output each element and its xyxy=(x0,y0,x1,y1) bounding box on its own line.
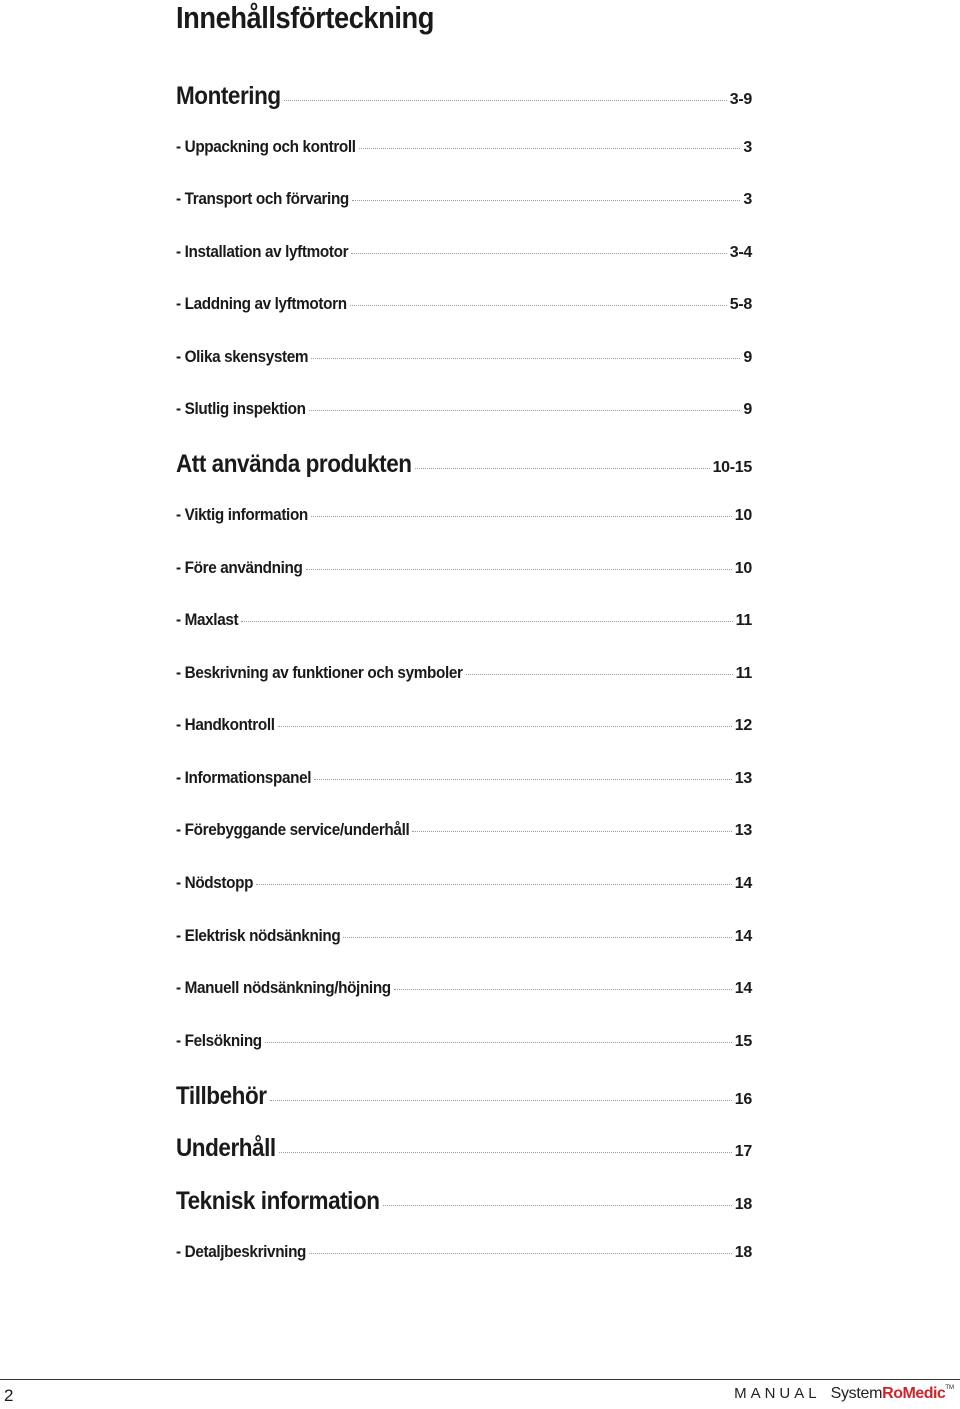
toc-entry[interactable] xyxy=(176,1031,752,1061)
toc-dot-leader xyxy=(309,410,741,411)
toc-entry-page: 13 xyxy=(734,822,752,839)
toc-entry-page: 9 xyxy=(743,401,752,418)
toc-entry-page: 9 xyxy=(743,349,752,366)
toc-entry-page: 16 xyxy=(734,1091,752,1108)
toc-entry-label: Montering xyxy=(176,82,281,110)
toc-dot-leader xyxy=(270,1100,732,1101)
toc-dot-leader xyxy=(241,621,732,622)
toc-dot-leader xyxy=(306,569,732,570)
toc-entry-label: - Maxlast xyxy=(176,610,239,629)
toc-entry-page: 5-8 xyxy=(729,296,752,313)
toc-entry-label: - Slutlig inspektion xyxy=(176,399,306,418)
toc-entry-label: Underhåll xyxy=(176,1134,276,1162)
toc-entry[interactable] xyxy=(176,399,752,429)
toc-entry[interactable] xyxy=(176,663,752,693)
toc-entry-page: 3 xyxy=(743,139,752,156)
toc-entry[interactable] xyxy=(176,189,752,219)
toc-entry[interactable] xyxy=(176,1082,752,1112)
toc-entry-label: Teknisk information xyxy=(176,1187,380,1215)
toc-entry[interactable] xyxy=(176,768,752,798)
toc-entry-page: 11 xyxy=(735,665,752,682)
toc-entry-label: Att använda produkten xyxy=(176,450,412,478)
toc-entry-page: 17 xyxy=(734,1143,752,1160)
toc-entry-page: 12 xyxy=(734,717,752,734)
footer-divider xyxy=(0,1379,960,1380)
toc-entry-page: 14 xyxy=(734,875,752,892)
toc-entry[interactable] xyxy=(176,558,752,588)
toc-dot-leader xyxy=(351,253,727,254)
toc-dot-leader xyxy=(314,779,732,780)
toc-entry-label: - Nödstopp xyxy=(176,873,254,892)
toc-entry[interactable] xyxy=(176,1242,752,1272)
toc-entry-page: 18 xyxy=(734,1196,752,1213)
toc-entry-label: - Laddning av lyftmotorn xyxy=(176,294,347,313)
trademark-mark: TM xyxy=(945,1385,954,1391)
toc-entry-page: 3-4 xyxy=(729,244,752,261)
toc-entry-label: - Olika skensystem xyxy=(176,347,309,366)
brand-romedic-text: RoMedic xyxy=(882,1385,946,1402)
toc-entry[interactable] xyxy=(176,1187,752,1217)
toc-dot-leader xyxy=(352,200,740,201)
toc-entry[interactable] xyxy=(176,820,752,850)
toc-entry[interactable] xyxy=(176,137,752,167)
toc-entry[interactable] xyxy=(176,1134,752,1164)
systemromedic-logo xyxy=(831,1385,954,1403)
toc-dot-leader xyxy=(466,674,733,675)
toc-entry-label: - Uppackning och kontroll xyxy=(176,137,356,156)
toc-entry[interactable] xyxy=(176,294,752,324)
toc-entry-label: - Handkontroll xyxy=(176,715,275,734)
toc-entry-page: 11 xyxy=(735,612,752,629)
toc-entry-label: - Före användning xyxy=(176,558,303,577)
toc-dot-leader xyxy=(311,516,732,517)
toc-dot-leader xyxy=(383,1205,732,1206)
toc-entry-label: - Felsökning xyxy=(176,1031,262,1050)
toc-entry-label: - Installation av lyftmotor xyxy=(176,242,349,261)
toc-entry-label: - Informationspanel xyxy=(176,768,312,787)
toc-entry[interactable] xyxy=(176,82,752,112)
toc-entry-page: 14 xyxy=(734,980,752,997)
toc-entry[interactable] xyxy=(176,715,752,745)
toc-dot-leader xyxy=(343,937,731,938)
brand-footer xyxy=(734,1385,954,1403)
toc-dot-leader xyxy=(311,358,740,359)
toc-entry-label: - Beskrivning av funktioner och symboler xyxy=(176,663,463,682)
toc-dot-leader xyxy=(359,148,741,149)
toc-entry-page: 15 xyxy=(734,1033,752,1050)
page-title: Innehållsförteckning xyxy=(176,0,434,35)
toc-dot-leader xyxy=(350,305,727,306)
toc-entry-label: - Detaljbeskrivning xyxy=(176,1242,307,1261)
toc-entry[interactable] xyxy=(176,610,752,640)
toc-entry-label: - Manuell nödsänkning/höjning xyxy=(176,978,391,997)
toc-entry-page: 14 xyxy=(734,928,752,945)
toc-entry-page: 3-9 xyxy=(729,91,752,108)
toc-entry-page: 10 xyxy=(734,560,752,577)
toc-entry-page: 3 xyxy=(743,191,752,208)
toc-entry-page: 18 xyxy=(734,1244,752,1261)
brand-system-text: System xyxy=(830,1385,883,1402)
toc-dot-leader xyxy=(278,726,732,727)
toc-dot-leader xyxy=(256,884,732,885)
page-number: 2 xyxy=(4,1386,14,1405)
toc-entry-page: 13 xyxy=(734,770,752,787)
toc-dot-leader xyxy=(415,468,710,469)
toc-entry-label: - Elektrisk nödsänkning xyxy=(176,926,341,945)
toc-dot-leader xyxy=(394,989,732,990)
toc-dot-leader xyxy=(284,100,727,101)
toc-entry[interactable] xyxy=(176,450,752,480)
manual-label: MANUAL xyxy=(734,1385,821,1402)
toc-entry[interactable] xyxy=(176,242,752,272)
toc-dot-leader xyxy=(279,1152,732,1153)
toc-entry-label: - Viktig information xyxy=(176,505,308,524)
toc-entry-label: Tillbehör xyxy=(176,1082,267,1110)
toc-entry[interactable] xyxy=(176,926,752,956)
toc-entry[interactable] xyxy=(176,505,752,535)
toc-dot-leader xyxy=(309,1253,732,1254)
toc-dot-leader xyxy=(412,831,731,832)
toc-entry-label: - Förebyggande service/underhåll xyxy=(176,820,410,839)
toc-dot-leader xyxy=(265,1042,732,1043)
toc-entry[interactable] xyxy=(176,978,752,1008)
toc-entry-page: 10-15 xyxy=(712,459,752,476)
toc-entry[interactable] xyxy=(176,873,752,903)
toc-entry-label: - Transport och förvaring xyxy=(176,189,349,208)
toc-entry[interactable] xyxy=(176,347,752,377)
toc-entry-page: 10 xyxy=(734,507,752,524)
